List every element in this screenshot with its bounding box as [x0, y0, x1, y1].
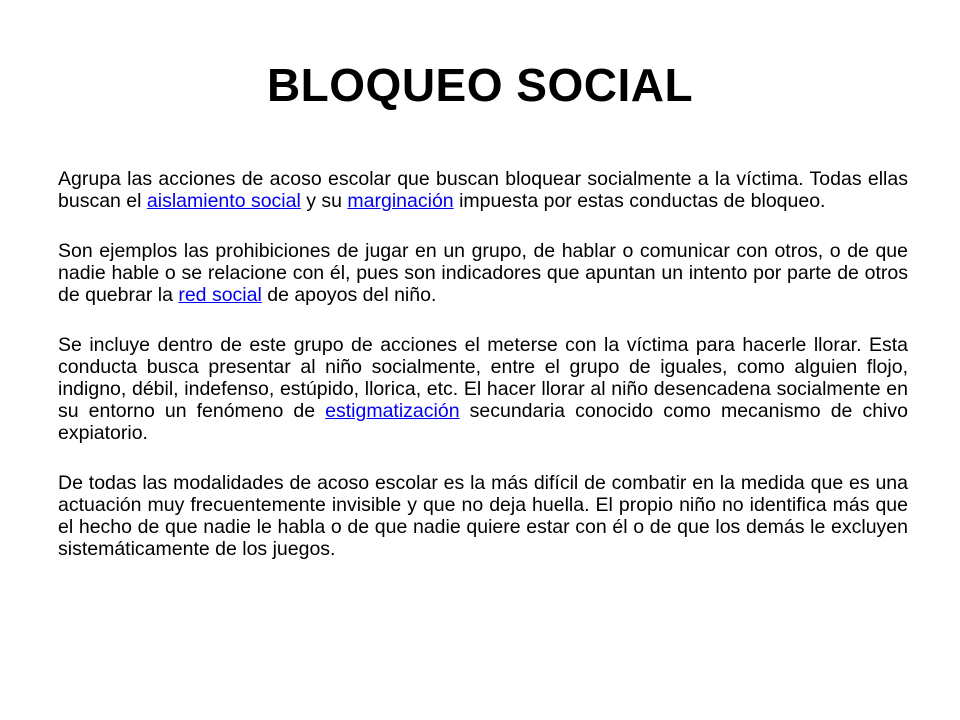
paragraph-text: De todas las modalidades de acoso escolar es la más difícil de combatir en la medida que es una actuación muy frecuentemente invisible y que no deja huella. El propio niño no identifica más que el hecho de que nadie le habla o de que nadie quiere estar con él o de que los demás le excluyen sistemáticamente de los juegos. [58, 472, 908, 560]
paragraph-text: Se incluye dentro de este grupo de acciones el meterse con la víctima para hacerle llorar. Esta conducta busca presentar al niño socialmente, entre el grupo de iguales, como alguien flojo, indigno, débil, indefenso, estúpido, llorica, etc. El hacer llorar al niño desencadena socialmente en su entorno un fenómeno de [58, 334, 908, 422]
paragraph-examples [58, 240, 908, 306]
paragraph-text: Agrupa las acciones de acoso escolar que buscan bloquear socialmente a la víctima. Todas ellas buscan el [58, 168, 908, 212]
paragraph-text: de apoyos del niño. [261, 284, 437, 306]
paragraph-crying [58, 334, 908, 444]
link-red-social[interactable]: red social [178, 284, 262, 306]
link-estigmatizacion[interactable]: estigmatización [325, 400, 460, 422]
link-marginacion[interactable]: marginación [347, 190, 454, 212]
paragraph-text: Son ejemplos las prohibiciones de jugar en un grupo, de hablar o comunicar con otros, o de que nadie hable o se relacione con él, pues son indicadores que apuntan un intento por parte de otros de quebrar la [58, 240, 908, 306]
slide-body [58, 168, 908, 560]
paragraph-difficulty [58, 472, 908, 560]
link-aislamiento-social[interactable]: aislamiento social [146, 190, 301, 212]
slide-title: BLOQUEO SOCIAL [266, 59, 694, 111]
paragraph-text: y su [300, 190, 348, 212]
paragraph-definition [58, 168, 908, 212]
paragraph-text: impuesta por estas conductas de bloqueo. [453, 190, 826, 212]
paragraph-text: secundaria conocido como mecanismo de chivo expiatorio. [58, 400, 908, 444]
